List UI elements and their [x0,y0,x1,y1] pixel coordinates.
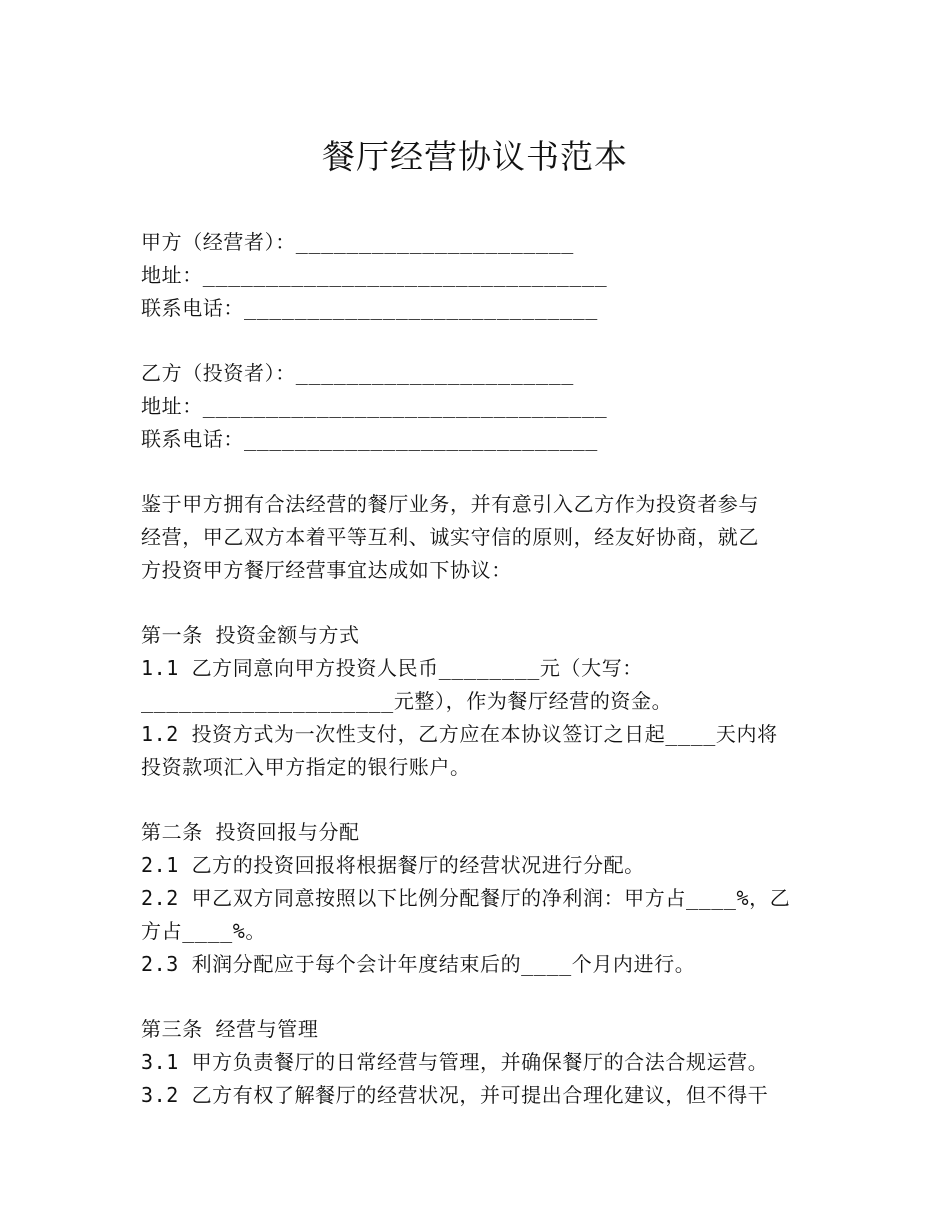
preamble-line: 方投资甲方餐厅经营事宜达成如下协议： [141,558,512,582]
article-2-clause: 2.2 甲乙双方同意按照以下比例分配餐厅的净利润：甲方占____%，乙 [141,886,791,910]
party-b-name-line: 乙方（投资者）：______________________ [141,361,574,385]
spacer [141,456,821,488]
article-2-clause: 方占____%。 [141,919,267,943]
party-b-phone-line: 联系电话：____________________________ [141,427,598,451]
article-2-clause: 2.3 利润分配应于每个会计年度结束后的____个月内进行。 [141,952,696,976]
spacer [141,325,821,357]
document-body [141,226,821,1112]
party-a-address-line: 地址：________________________________ [141,263,608,287]
preamble-paragraph [141,488,821,587]
article-1-heading: 第一条 投资金额与方式 [141,623,360,647]
spacer [141,784,821,816]
spacer [141,981,821,1013]
article-2-clause: 2.1 乙方的投资回报将根据餐厅的经营状况进行分配。 [141,853,645,877]
party-a-name-line: 甲方（经营者）：______________________ [141,230,574,254]
article-2-heading: 第二条 投资回报与分配 [141,820,360,844]
preamble-line: 经营，甲乙双方本着平等互利、诚实守信的原则，经友好协商，就乙 [141,525,759,549]
preamble-line: 鉴于甲方拥有合法经营的餐厅业务，并有意引入乙方作为投资者参与 [141,492,759,516]
party-b-block [141,357,821,456]
article-1-clause: 1.1 乙方同意向甲方投资人民币________元（大写： [141,656,643,680]
article-1-clause: ____________________元整），作为餐厅经营的资金。 [141,689,673,713]
document-title: 餐厅经营协议书范本 [322,137,628,176]
article-3-heading: 第三条 经营与管理 [141,1017,319,1041]
article-1-clause: 1.2 投资方式为一次性支付，乙方应在本协议签订之日起____天内将 [141,722,778,746]
article-3-clause: 3.2 乙方有权了解餐厅的经营状况，并可提出合理化建议，但不得干 [141,1083,769,1107]
spacer [141,587,821,619]
article-2-section [141,816,821,981]
party-b-address-line: 地址：________________________________ [141,394,608,418]
article-1-clause: 投资款项汇入甲方指定的银行账户。 [141,755,471,779]
party-a-phone-line: 联系电话：____________________________ [141,296,598,320]
party-a-block [141,226,821,325]
article-3-clause: 3.1 甲方负责餐厅的日常经营与管理，并确保餐厅的合法合规运营。 [141,1050,769,1074]
article-3-section [141,1013,821,1112]
article-1-section [141,619,821,784]
